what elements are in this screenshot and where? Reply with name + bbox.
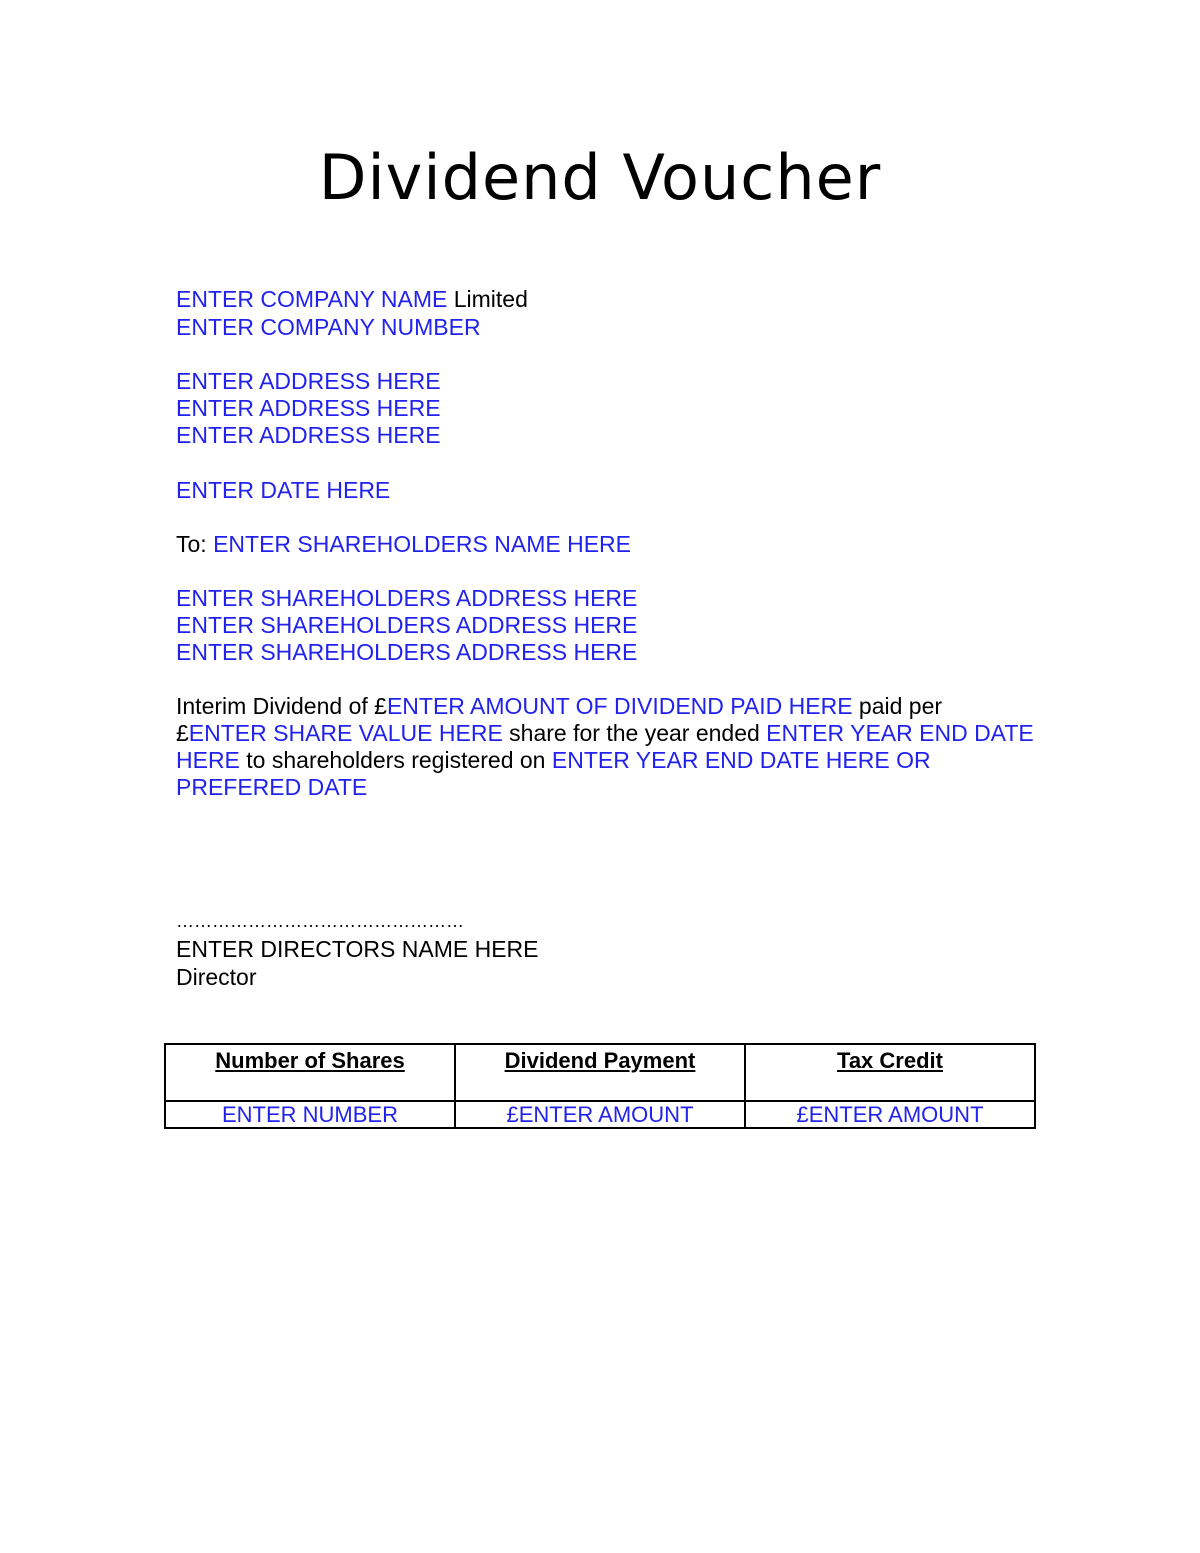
header-tax-credit: Tax Credit	[745, 1044, 1035, 1101]
director-role: Director	[176, 964, 257, 990]
table-header-row	[165, 1044, 1035, 1101]
company-address-line-3: ENTER ADDRESS HERE	[176, 422, 441, 448]
dividend-amount-field: ENTER AMOUNT OF DIVIDEND PAID HERE	[386, 693, 853, 719]
shareholder-name-field: ENTER SHAREHOLDERS NAME HERE	[213, 531, 631, 557]
recipient-line	[176, 531, 631, 558]
company-suffix: Limited	[447, 286, 528, 312]
company-name-field: ENTER COMPANY NAME	[176, 286, 448, 312]
document-title: Dividend Voucher	[318, 141, 882, 214]
statement-text-2: paid per £	[176, 693, 943, 746]
registration-date-field: ENTER YEAR END DATE HERE OR PREFERED DATE	[176, 747, 931, 800]
statement-text-4: to shareholders registered on	[239, 747, 552, 773]
dividend-statement	[176, 693, 1036, 801]
cell-dividend-payment: £ENTER AMOUNT	[455, 1101, 745, 1128]
year-end-field: ENTER YEAR END DATE HERE	[176, 720, 1034, 773]
shareholder-address-line-2: ENTER SHAREHOLDERS ADDRESS HERE	[176, 612, 638, 638]
share-value-field: ENTER SHARE VALUE HERE	[188, 720, 503, 746]
statement-text-3: share for the year ended	[502, 720, 767, 746]
director-name: ENTER DIRECTORS NAME HERE	[176, 936, 539, 962]
cell-number-of-shares: ENTER NUMBER	[165, 1101, 455, 1128]
statement-text-1: Interim Dividend of £	[176, 693, 387, 719]
shareholder-address-line-1: ENTER SHAREHOLDERS ADDRESS HERE	[176, 585, 638, 611]
table-row	[165, 1101, 1035, 1128]
company-number-field: ENTER COMPANY NUMBER	[176, 314, 481, 340]
header-number-of-shares: Number of Shares	[165, 1044, 455, 1101]
dividend-table	[164, 1043, 1036, 1129]
recipient-prefix: To:	[176, 531, 214, 557]
shareholder-address-line-3: ENTER SHAREHOLDERS ADDRESS HERE	[176, 639, 638, 665]
cell-tax-credit: £ENTER AMOUNT	[745, 1101, 1035, 1128]
voucher-date-field: ENTER DATE HERE	[176, 477, 391, 503]
company-address-line-2: ENTER ADDRESS HERE	[176, 395, 441, 421]
company-name-line	[176, 286, 528, 313]
signature-line: …………………………………………	[176, 911, 464, 931]
header-dividend-payment: Dividend Payment	[455, 1044, 745, 1101]
company-address-line-1: ENTER ADDRESS HERE	[176, 368, 441, 394]
